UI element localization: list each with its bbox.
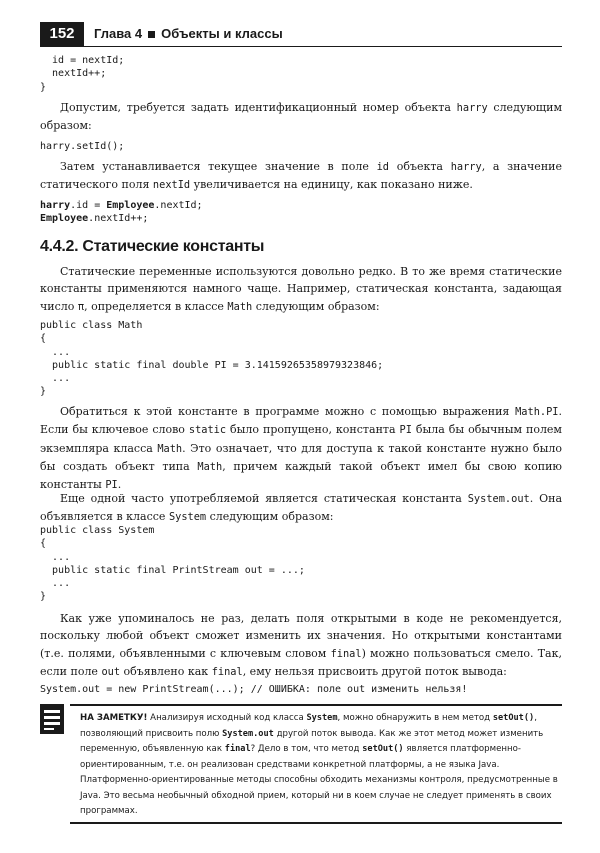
paragraph-4: Обратиться к этой константе в программе можно с помощью выражения Math.PI. Если бы ключевое слово static было пропущено, константа PI была бы обычным полем экземпляра класса Math. Это означает, что для доступа к такой константе нужно было бы создать объект типа Math, причем каждый такой объект имел бы свою копию константы PI. — [40, 405, 562, 492]
notepad-icon — [40, 704, 64, 734]
code-block-4 — [40, 319, 383, 399]
chapter-name: Объекты и классы — [161, 26, 283, 41]
code-line: { — [40, 538, 47, 550]
paragraph-1: Допустим, требуется задать идентификационный номер объекта harry следующим образом: — [40, 101, 563, 133]
code-line: harry.setId(); — [40, 141, 125, 152]
code-block-6 — [40, 683, 467, 696]
paragraph-2: Затем устанавливается текущее значение в поле id объекта harry, а значение статического поля nextId увеличивается на единицу, как показано ниже. — [40, 160, 562, 192]
code-block-3: harry.id = Employee.nextId; Employee.nextId++; — [40, 200, 203, 225]
code-line: public class System — [40, 525, 155, 536]
chapter-title — [94, 25, 283, 43]
code-block-1 — [40, 54, 124, 94]
code-block-2 — [40, 140, 124, 153]
code-line: System.out = new PrintStream(...); // ОШИБКА: поле out изменить нельзя! — [40, 684, 468, 695]
code-line: public static final PrintStream out = ...; — [40, 564, 305, 576]
note-top-rule — [70, 704, 562, 706]
code-line: public static final double PI = 3.14159265358979323846; — [40, 359, 384, 371]
code-line: nextId++; — [40, 68, 107, 80]
code-line: ... — [40, 373, 71, 385]
code-line: } — [40, 386, 47, 398]
code-block-5 — [40, 524, 305, 604]
code-line: } — [40, 81, 47, 93]
code-line: ... — [40, 551, 71, 563]
section-heading: 4.4.2. Статические константы — [40, 238, 265, 255]
code-line: { — [40, 333, 47, 345]
code-line: public class Math — [40, 320, 143, 331]
code-line: ... — [40, 578, 71, 590]
paragraph-3: Статические переменные используются довольно редко. В то же время статические константы применяются намного чаще. Например, статическая константа, задающая число π, определяется в классе Math следующим образом: — [40, 265, 562, 313]
paragraph-6: Как уже упоминалось не раз, делать поля открытыми в коде не рекомендуется, поскольку любой объект сможет изменить их значения. Но открытыми константами (т.е. полями, объявленными с ключевым словом final) можно пользоваться смело. Так, если поле out объявлено как final, ему нельзя присвоить другой поток вывода: — [40, 612, 562, 678]
square-bullet-icon — [148, 31, 155, 38]
running-header — [40, 22, 562, 46]
chapter-label: Глава 4 — [94, 26, 143, 41]
note-text: НА ЗАМЕТКУ! Анализируя исходный код класса System, можно обнаружить в нем метод setOut(), позволяющий присвоить полю System.out другой поток вывода. Как же этот метод может изменить переменную, объявленную как final? Дело в том, что метод setOut() является платформенно-ориентированным, т.е. он реализован средствами конкретной платформы, а не языка Java. Платформенно-ориентированные методы способны обходить механизмы контроля, предусмотренные в Java. Это весьма необычный обходной прием, который ни в коем случае не следует применять в своих программах. — [80, 713, 558, 816]
code-line: } — [40, 591, 47, 603]
note-label: НА ЗАМЕТКУ! — [80, 713, 148, 723]
page-number: 152 — [40, 22, 84, 46]
code-line: id = nextId; — [40, 55, 125, 66]
header-rule — [40, 46, 562, 47]
note-box — [40, 704, 562, 824]
code-line: ... — [40, 346, 71, 358]
note-bottom-rule — [70, 822, 562, 824]
paragraph-5: Еще одной часто употребляемой является статическая константа System.out. Она объявляется в классе System следующим образом: — [40, 492, 563, 524]
